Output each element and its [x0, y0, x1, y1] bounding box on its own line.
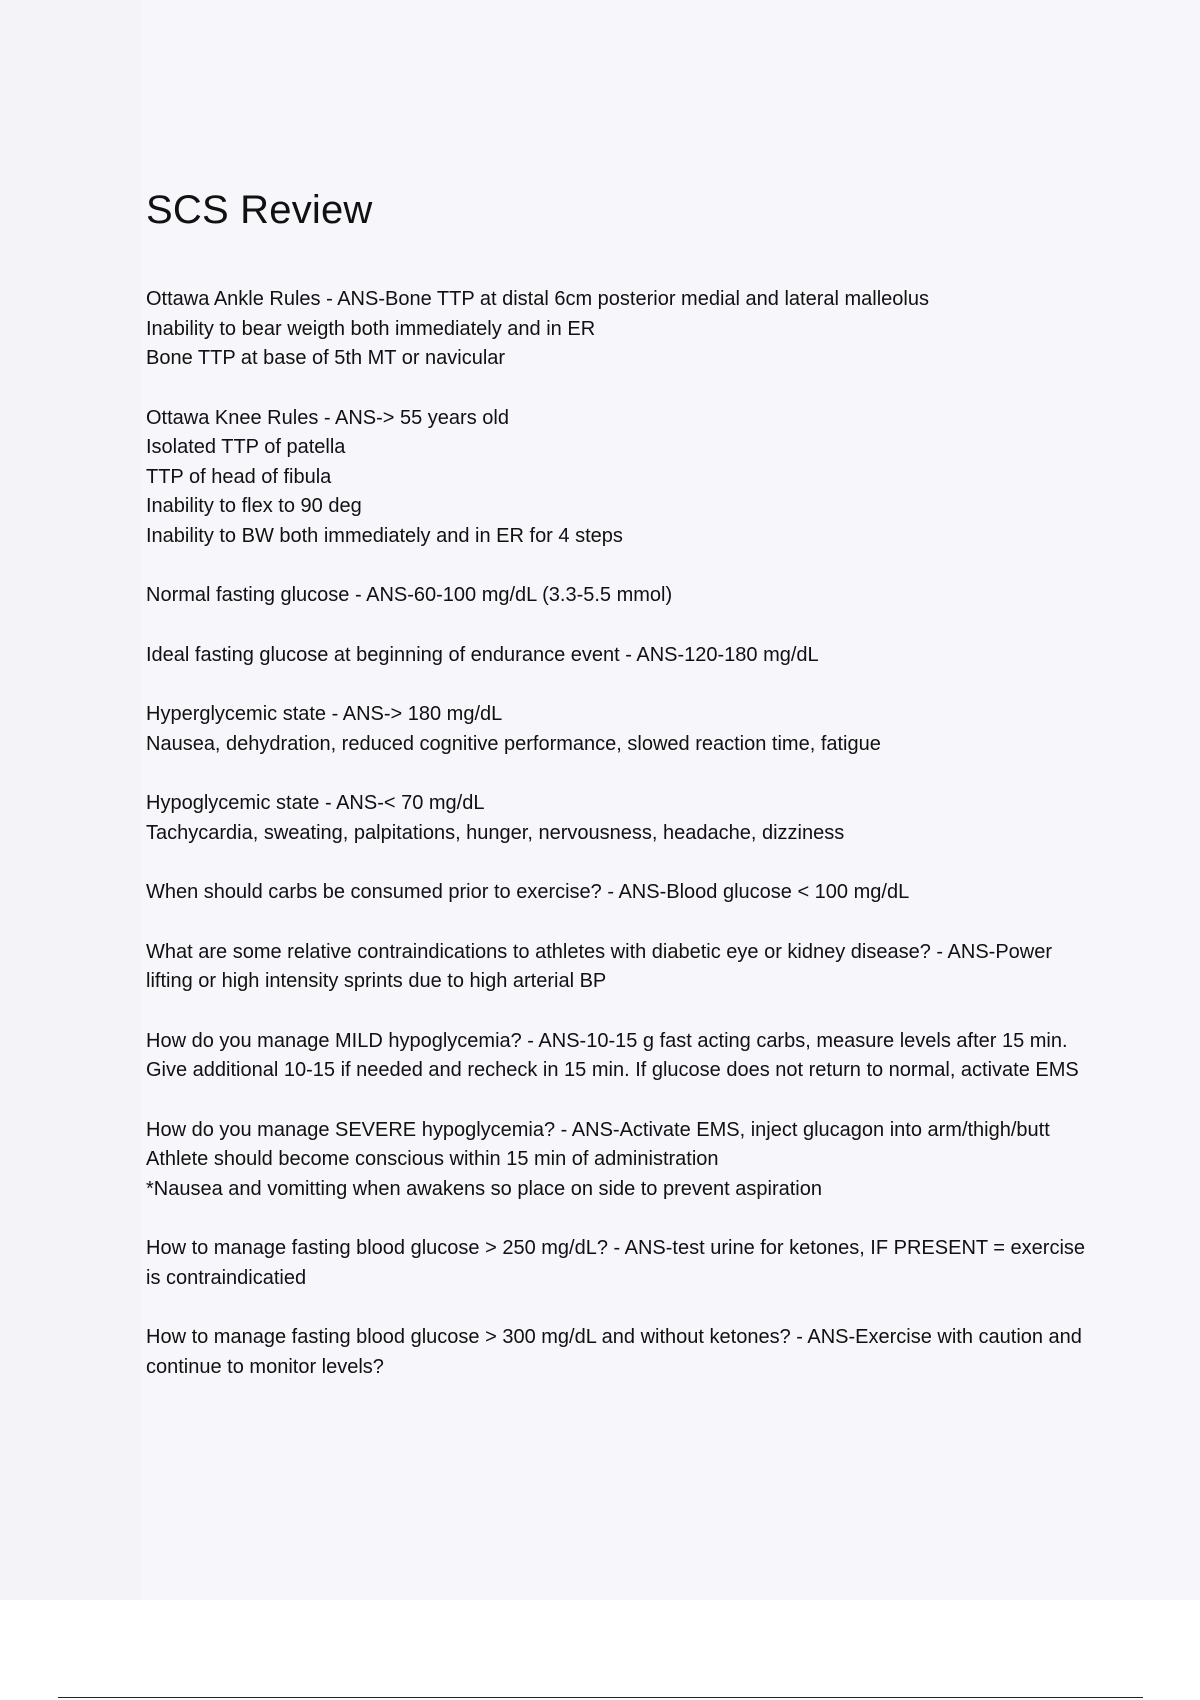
qa-glucose-over-250	[146, 1234, 1096, 1293]
qa-normal-fasting-glucose	[146, 581, 1096, 611]
qa-severe-hypoglycemia	[146, 1116, 1096, 1205]
qa-line: Ottawa Knee Rules - ANS-> 55 years old	[146, 406, 509, 429]
qa-ottawa-knee	[146, 404, 1096, 552]
document-title: SCS Review	[146, 188, 373, 232]
qa-line: Ottawa Ankle Rules - ANS-Bone TTP at distal 6cm posterior medial and lateral malleolus	[146, 288, 929, 310]
qa-relative-contraindications	[146, 938, 1096, 997]
qa-line: Ideal fasting glucose at beginning of endurance event - ANS-120-180 mg/dL	[146, 643, 819, 666]
qa-line: Athlete should become conscious within 15 min of administration	[146, 1148, 719, 1170]
qa-glucose-over-300	[146, 1323, 1096, 1382]
qa-line: How do you manage MILD hypoglycemia? - ANS-10-15 g fast acting carbs, measure levels after 15 min. Give additional 10-15 if needed and recheck in 15 min. If glucose does not return to normal, activate EMS	[146, 1029, 1079, 1081]
qa-line: How to manage fasting blood glucose > 300 mg/dL and without ketones? - ANS-Exercise with caution and continue to monitor levels?	[146, 1326, 1082, 1378]
qa-line: Tachycardia, sweating, palpitations, hunger, nervousness, headache, dizziness	[146, 821, 845, 844]
qa-line: Inability to bear weigth both immediately and in ER	[146, 317, 596, 340]
qa-line: Inability to flex to 90 deg	[146, 495, 362, 517]
qa-hyperglycemic-state	[146, 700, 1096, 759]
qa-line: TTP of head of fibula	[146, 465, 332, 488]
qa-line: Bone TTP at base of 5th MT or navicular	[146, 347, 506, 369]
document-body	[146, 182, 1096, 1412]
qa-line: What are some relative contraindications to athletes with diabetic eye or kidney disease? - ANS-Power lifting or high intensity sprints due to high arterial BP	[146, 940, 1053, 992]
qa-line: When should carbs be consumed prior to exercise? - ANS-Blood glucose < 100 mg/dL	[146, 881, 910, 903]
qa-line: How do you manage SEVERE hypoglycemia? - ANS-Activate EMS, inject glucagon into arm/thigh/butt	[146, 1118, 1050, 1141]
qa-line: How to manage fasting blood glucose > 250 mg/dL? - ANS-test urine for ketones, IF PRESENT = exercise is contraindicatied	[146, 1237, 1086, 1289]
page-margin-band	[0, 0, 141, 1600]
qa-mild-hypoglycemia	[146, 1027, 1096, 1086]
qa-hypoglycemic-state	[146, 789, 1096, 848]
qa-ottawa-ankle	[146, 285, 1096, 374]
qa-carbs-prior-exercise	[146, 878, 1096, 908]
qa-line: Hyperglycemic state - ANS-> 180 mg/dL	[146, 703, 503, 725]
qa-line: Isolated TTP of patella	[146, 436, 346, 458]
qa-line: Nausea, dehydration, reduced cognitive performance, slowed reaction time, fatigue	[146, 732, 881, 755]
qa-line: Hypoglycemic state - ANS-< 70 mg/dL	[146, 792, 485, 814]
qa-line: Inability to BW both immediately and in ER for 4 steps	[146, 524, 623, 547]
qa-line: Normal fasting glucose - ANS-60-100 mg/dL (3.3-5.5 mmol)	[146, 584, 673, 606]
qa-line: *Nausea and vomitting when awakens so place on side to prevent aspiration	[146, 1177, 822, 1200]
footer-divider	[58, 1697, 1143, 1698]
qa-ideal-fasting-glucose	[146, 641, 1096, 671]
